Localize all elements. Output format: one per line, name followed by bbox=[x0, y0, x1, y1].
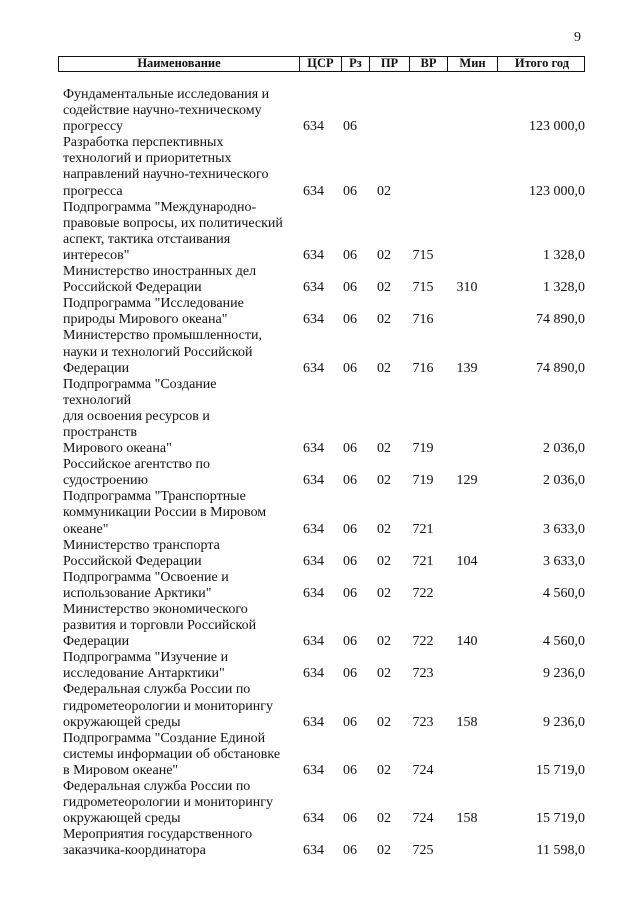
cell-csr: 634 bbox=[303, 553, 324, 569]
table-row bbox=[63, 328, 585, 376]
cell-name: Министерство промышленности, науки и технологий Российской Федерации bbox=[63, 328, 262, 376]
cell-rz: 06 bbox=[343, 312, 357, 328]
cell-pr: 02 bbox=[377, 280, 391, 296]
cell-pr: 02 bbox=[377, 247, 391, 263]
cell-rz: 06 bbox=[343, 666, 357, 682]
cell-pr: 02 bbox=[377, 843, 391, 859]
cell-name: Подпрограмма "Международно- правовые вопросы, их политический аспект, тактика отстаивания интересов" bbox=[63, 199, 283, 263]
cell-csr: 634 bbox=[303, 762, 324, 778]
cell-total: 3 633,0 bbox=[543, 521, 585, 537]
cell-vr: 715 bbox=[412, 247, 434, 263]
header-csr: ЦСР bbox=[299, 57, 341, 71]
cell-vr: 715 bbox=[412, 280, 434, 296]
cell-total: 4 560,0 bbox=[543, 585, 585, 601]
cell-vr: 721 bbox=[412, 553, 434, 569]
cell-vr: 719 bbox=[412, 473, 434, 489]
cell-pr: 02 bbox=[377, 183, 391, 199]
cell-vr: 724 bbox=[412, 811, 434, 827]
cell-name: Подпрограмма "Исследование природы Мирового океана" bbox=[63, 296, 244, 328]
cell-rz: 06 bbox=[343, 247, 357, 263]
cell-csr: 634 bbox=[303, 183, 324, 199]
cell-csr: 634 bbox=[303, 521, 324, 537]
cell-min: 129 bbox=[456, 473, 478, 489]
cell-rz: 06 bbox=[343, 762, 357, 778]
cell-rz: 06 bbox=[343, 714, 357, 730]
table-row bbox=[63, 377, 585, 457]
cell-pr: 02 bbox=[377, 634, 391, 650]
cell-total: 11 598,0 bbox=[536, 843, 585, 859]
cell-name: Министерство иностранных дел Российской Федерации bbox=[63, 264, 257, 296]
table-row bbox=[63, 489, 585, 537]
cell-rz: 06 bbox=[343, 585, 357, 601]
cell-total: 123 000,0 bbox=[529, 183, 585, 199]
cell-name: Подпрограмма "Изучение и исследование Антарктики" bbox=[63, 650, 229, 682]
header-total: Итого год bbox=[497, 57, 586, 71]
cell-min: 139 bbox=[456, 360, 478, 376]
cell-rz: 06 bbox=[343, 811, 357, 827]
cell-min: 158 bbox=[456, 714, 478, 730]
cell-rz: 06 bbox=[343, 441, 357, 457]
cell-min: 104 bbox=[456, 553, 478, 569]
cell-name: Подпрограмма "Освоение и использование Арктики" bbox=[63, 569, 229, 601]
cell-csr: 634 bbox=[303, 280, 324, 296]
header-name: Наименование bbox=[137, 57, 221, 70]
cell-name: Федеральная служба России по гидрометеорологии и мониторингу окружающей среды bbox=[63, 682, 274, 730]
cell-total: 2 036,0 bbox=[543, 441, 585, 457]
table-row bbox=[63, 200, 585, 264]
cell-min: 158 bbox=[456, 811, 478, 827]
cell-pr: 02 bbox=[377, 473, 391, 489]
cell-vr: 723 bbox=[412, 666, 434, 682]
table-row bbox=[63, 827, 585, 859]
cell-pr: 02 bbox=[377, 441, 391, 457]
cell-csr: 634 bbox=[303, 360, 324, 376]
table-row bbox=[63, 457, 585, 489]
cell-csr: 634 bbox=[303, 666, 324, 682]
table-body bbox=[63, 87, 585, 860]
cell-vr: 722 bbox=[412, 634, 434, 650]
table-row bbox=[63, 87, 585, 135]
cell-name: Российское агентство по судостроению bbox=[63, 457, 210, 489]
cell-name: Подпрограмма "Создание технологий для освоения ресурсов и пространств Мирового океана" bbox=[63, 376, 217, 457]
cell-name: Министерство транспорта Российской Федерации bbox=[63, 537, 220, 569]
table-row bbox=[63, 602, 585, 650]
cell-csr: 634 bbox=[303, 473, 324, 489]
header-vr: ВР bbox=[409, 57, 447, 71]
cell-pr: 02 bbox=[377, 312, 391, 328]
cell-total: 123 000,0 bbox=[529, 119, 585, 135]
cell-total: 2 036,0 bbox=[543, 473, 585, 489]
cell-rz: 06 bbox=[343, 634, 357, 650]
cell-total: 9 236,0 bbox=[543, 714, 585, 730]
cell-vr: 722 bbox=[412, 585, 434, 601]
cell-rz: 06 bbox=[343, 843, 357, 859]
cell-csr: 634 bbox=[303, 843, 324, 859]
cell-vr: 723 bbox=[412, 714, 434, 730]
cell-total: 1 328,0 bbox=[543, 280, 585, 296]
cell-total: 9 236,0 bbox=[543, 666, 585, 682]
cell-csr: 634 bbox=[303, 312, 324, 328]
cell-pr: 02 bbox=[377, 360, 391, 376]
cell-pr: 02 bbox=[377, 553, 391, 569]
cell-total: 3 633,0 bbox=[543, 553, 585, 569]
cell-vr: 724 bbox=[412, 762, 434, 778]
cell-pr: 02 bbox=[377, 666, 391, 682]
cell-vr: 716 bbox=[412, 312, 434, 328]
cell-name: Подпрограмма "Транспортные коммуникации России в Мировом океане" bbox=[63, 489, 267, 537]
cell-name: Министерство экономического развития и торговли Российской Федерации bbox=[63, 602, 257, 650]
cell-name: Разработка перспективных технологий и приоритетных направлений научно-технического прогресса bbox=[63, 135, 269, 199]
cell-min: 310 bbox=[456, 280, 478, 296]
header-pr: ПР bbox=[369, 57, 409, 71]
cell-name: Федеральная служба России по гидрометеорологии и мониторингу окружающей среды bbox=[63, 779, 274, 827]
cell-csr: 634 bbox=[303, 634, 324, 650]
cell-name: Фундаментальные исследования и содействие научно-техническому прогрессу bbox=[63, 87, 270, 135]
table-row bbox=[63, 538, 585, 570]
cell-vr: 725 bbox=[412, 843, 434, 859]
header-rz: Рз bbox=[341, 57, 369, 71]
table-row bbox=[63, 682, 585, 730]
cell-rz: 06 bbox=[343, 360, 357, 376]
header-min: Мин bbox=[447, 57, 497, 71]
cell-rz: 06 bbox=[343, 119, 357, 135]
cell-vr: 719 bbox=[412, 441, 434, 457]
cell-vr: 716 bbox=[412, 360, 434, 376]
table-row bbox=[63, 779, 585, 827]
table-row bbox=[63, 731, 585, 779]
table-row bbox=[63, 296, 585, 328]
cell-vr: 721 bbox=[412, 521, 434, 537]
cell-pr: 02 bbox=[377, 521, 391, 537]
cell-csr: 634 bbox=[303, 714, 324, 730]
table-row bbox=[63, 135, 585, 199]
cell-total: 15 719,0 bbox=[536, 811, 585, 827]
cell-csr: 634 bbox=[303, 811, 324, 827]
cell-name: Подпрограмма "Создание Единой системы информации об обстановке в Мировом океане" bbox=[63, 730, 281, 778]
cell-csr: 634 bbox=[303, 585, 324, 601]
cell-total: 1 328,0 bbox=[543, 247, 585, 263]
cell-pr: 02 bbox=[377, 714, 391, 730]
page-number: 9 bbox=[574, 30, 581, 45]
cell-pr: 02 bbox=[377, 585, 391, 601]
cell-name: Мероприятия государственного заказчика-координатора bbox=[63, 827, 253, 859]
cell-total: 74 890,0 bbox=[536, 360, 585, 376]
table-row bbox=[63, 264, 585, 296]
cell-pr: 02 bbox=[377, 811, 391, 827]
cell-total: 74 890,0 bbox=[536, 312, 585, 328]
cell-rz: 06 bbox=[343, 183, 357, 199]
cell-pr: 02 bbox=[377, 762, 391, 778]
cell-rz: 06 bbox=[343, 473, 357, 489]
table-row bbox=[63, 570, 585, 602]
cell-csr: 634 bbox=[303, 119, 324, 135]
cell-total: 15 719,0 bbox=[536, 762, 585, 778]
cell-rz: 06 bbox=[343, 521, 357, 537]
cell-min: 140 bbox=[456, 634, 478, 650]
table-header bbox=[58, 56, 585, 72]
cell-rz: 06 bbox=[343, 553, 357, 569]
cell-rz: 06 bbox=[343, 280, 357, 296]
cell-total: 4 560,0 bbox=[543, 634, 585, 650]
cell-csr: 634 bbox=[303, 441, 324, 457]
table-row bbox=[63, 650, 585, 682]
cell-csr: 634 bbox=[303, 247, 324, 263]
